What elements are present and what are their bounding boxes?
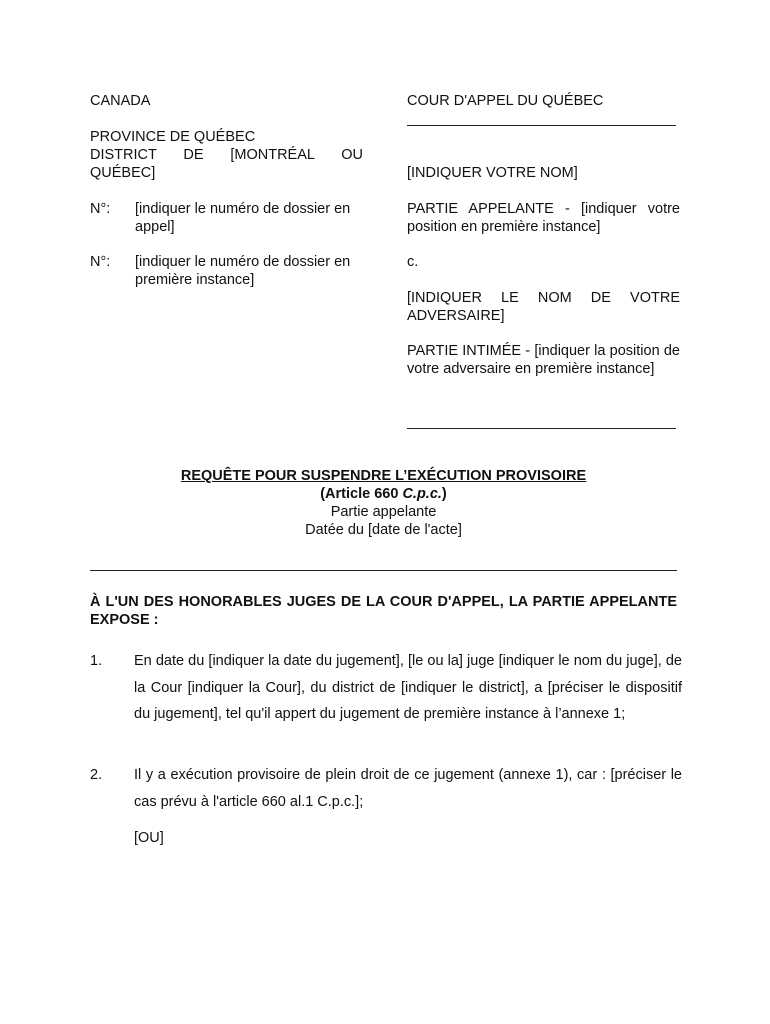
date-label: Datée du [date de l'acte] (305, 522, 462, 538)
country-label: CANADA (90, 93, 151, 109)
respondent-name: [INDIQUER LE NOM DE VOTRE ADVERSAIRE] (407, 290, 680, 324)
appellant-name: [INDIQUER VOTRE NOM] (407, 165, 578, 181)
article-reference (90, 485, 677, 503)
header-left (90, 92, 363, 182)
party-label: Partie appelante (330, 504, 437, 520)
article-code: C.p.c. (402, 486, 442, 502)
file-number-text: [indiquer le numéro de dossier en première instance] (135, 254, 351, 288)
court-underline (407, 125, 676, 126)
district-line-2: QUÉBEC] (90, 165, 156, 181)
paragraph-number: 2. (90, 767, 103, 783)
file-number-text: [indiquer le numéro de dossier en appel] (135, 201, 351, 235)
alternative-marker: [OU] (134, 830, 164, 846)
document-title: REQUÊTE POUR SUSPENDRE L’EXÉCUTION PROVISOIRE (180, 468, 587, 484)
file-number-label: N°: (90, 254, 111, 270)
respondent-role: PARTIE INTIMÉE - [indiquer la position de votre adversaire en première instance] (407, 343, 680, 377)
court-name: COUR D'APPEL DU QUÉBEC (407, 93, 604, 109)
appellant-role: PARTIE APPELANTE - [indiquer votre position en première instance] (407, 201, 680, 235)
paragraph-text: En date du [indiquer la date du jugement], [le ou la] juge [indiquer le nom du juge], de la Cour [indiquer la Cour], du district de [indiquer le district], a [préciser le dispositif du jugement], tel qu'il appert du jugement de première instance à l’annexe 1; (134, 653, 682, 723)
title-block (90, 467, 677, 539)
district-line-1: DISTRICT DE [MONTRÉAL OU (90, 147, 363, 163)
versus-label: c. (407, 254, 419, 270)
paragraph-number: 1. (90, 653, 103, 669)
file-number-first-instance (90, 253, 363, 289)
court-address: À L'UN DES HONORABLES JUGES DE LA COUR D'APPEL, LA PARTIE APPELANTE EXPOSE : (90, 594, 677, 628)
title-divider (90, 570, 677, 571)
article-suffix: ) (441, 486, 447, 502)
paragraph-text: Il y a exécution provisoire de plein droit de ce jugement (annexe 1), car : [préciser le cas prévu à l'article 660 al.1 C.p.c.]; (134, 767, 682, 810)
header-bottom-rule (407, 428, 676, 429)
province-label: PROVINCE DE QUÉBEC (90, 129, 256, 145)
file-number-label: N°: (90, 201, 111, 217)
file-number-appeal (90, 200, 363, 236)
article-prefix: (Article 660 (320, 486, 403, 502)
